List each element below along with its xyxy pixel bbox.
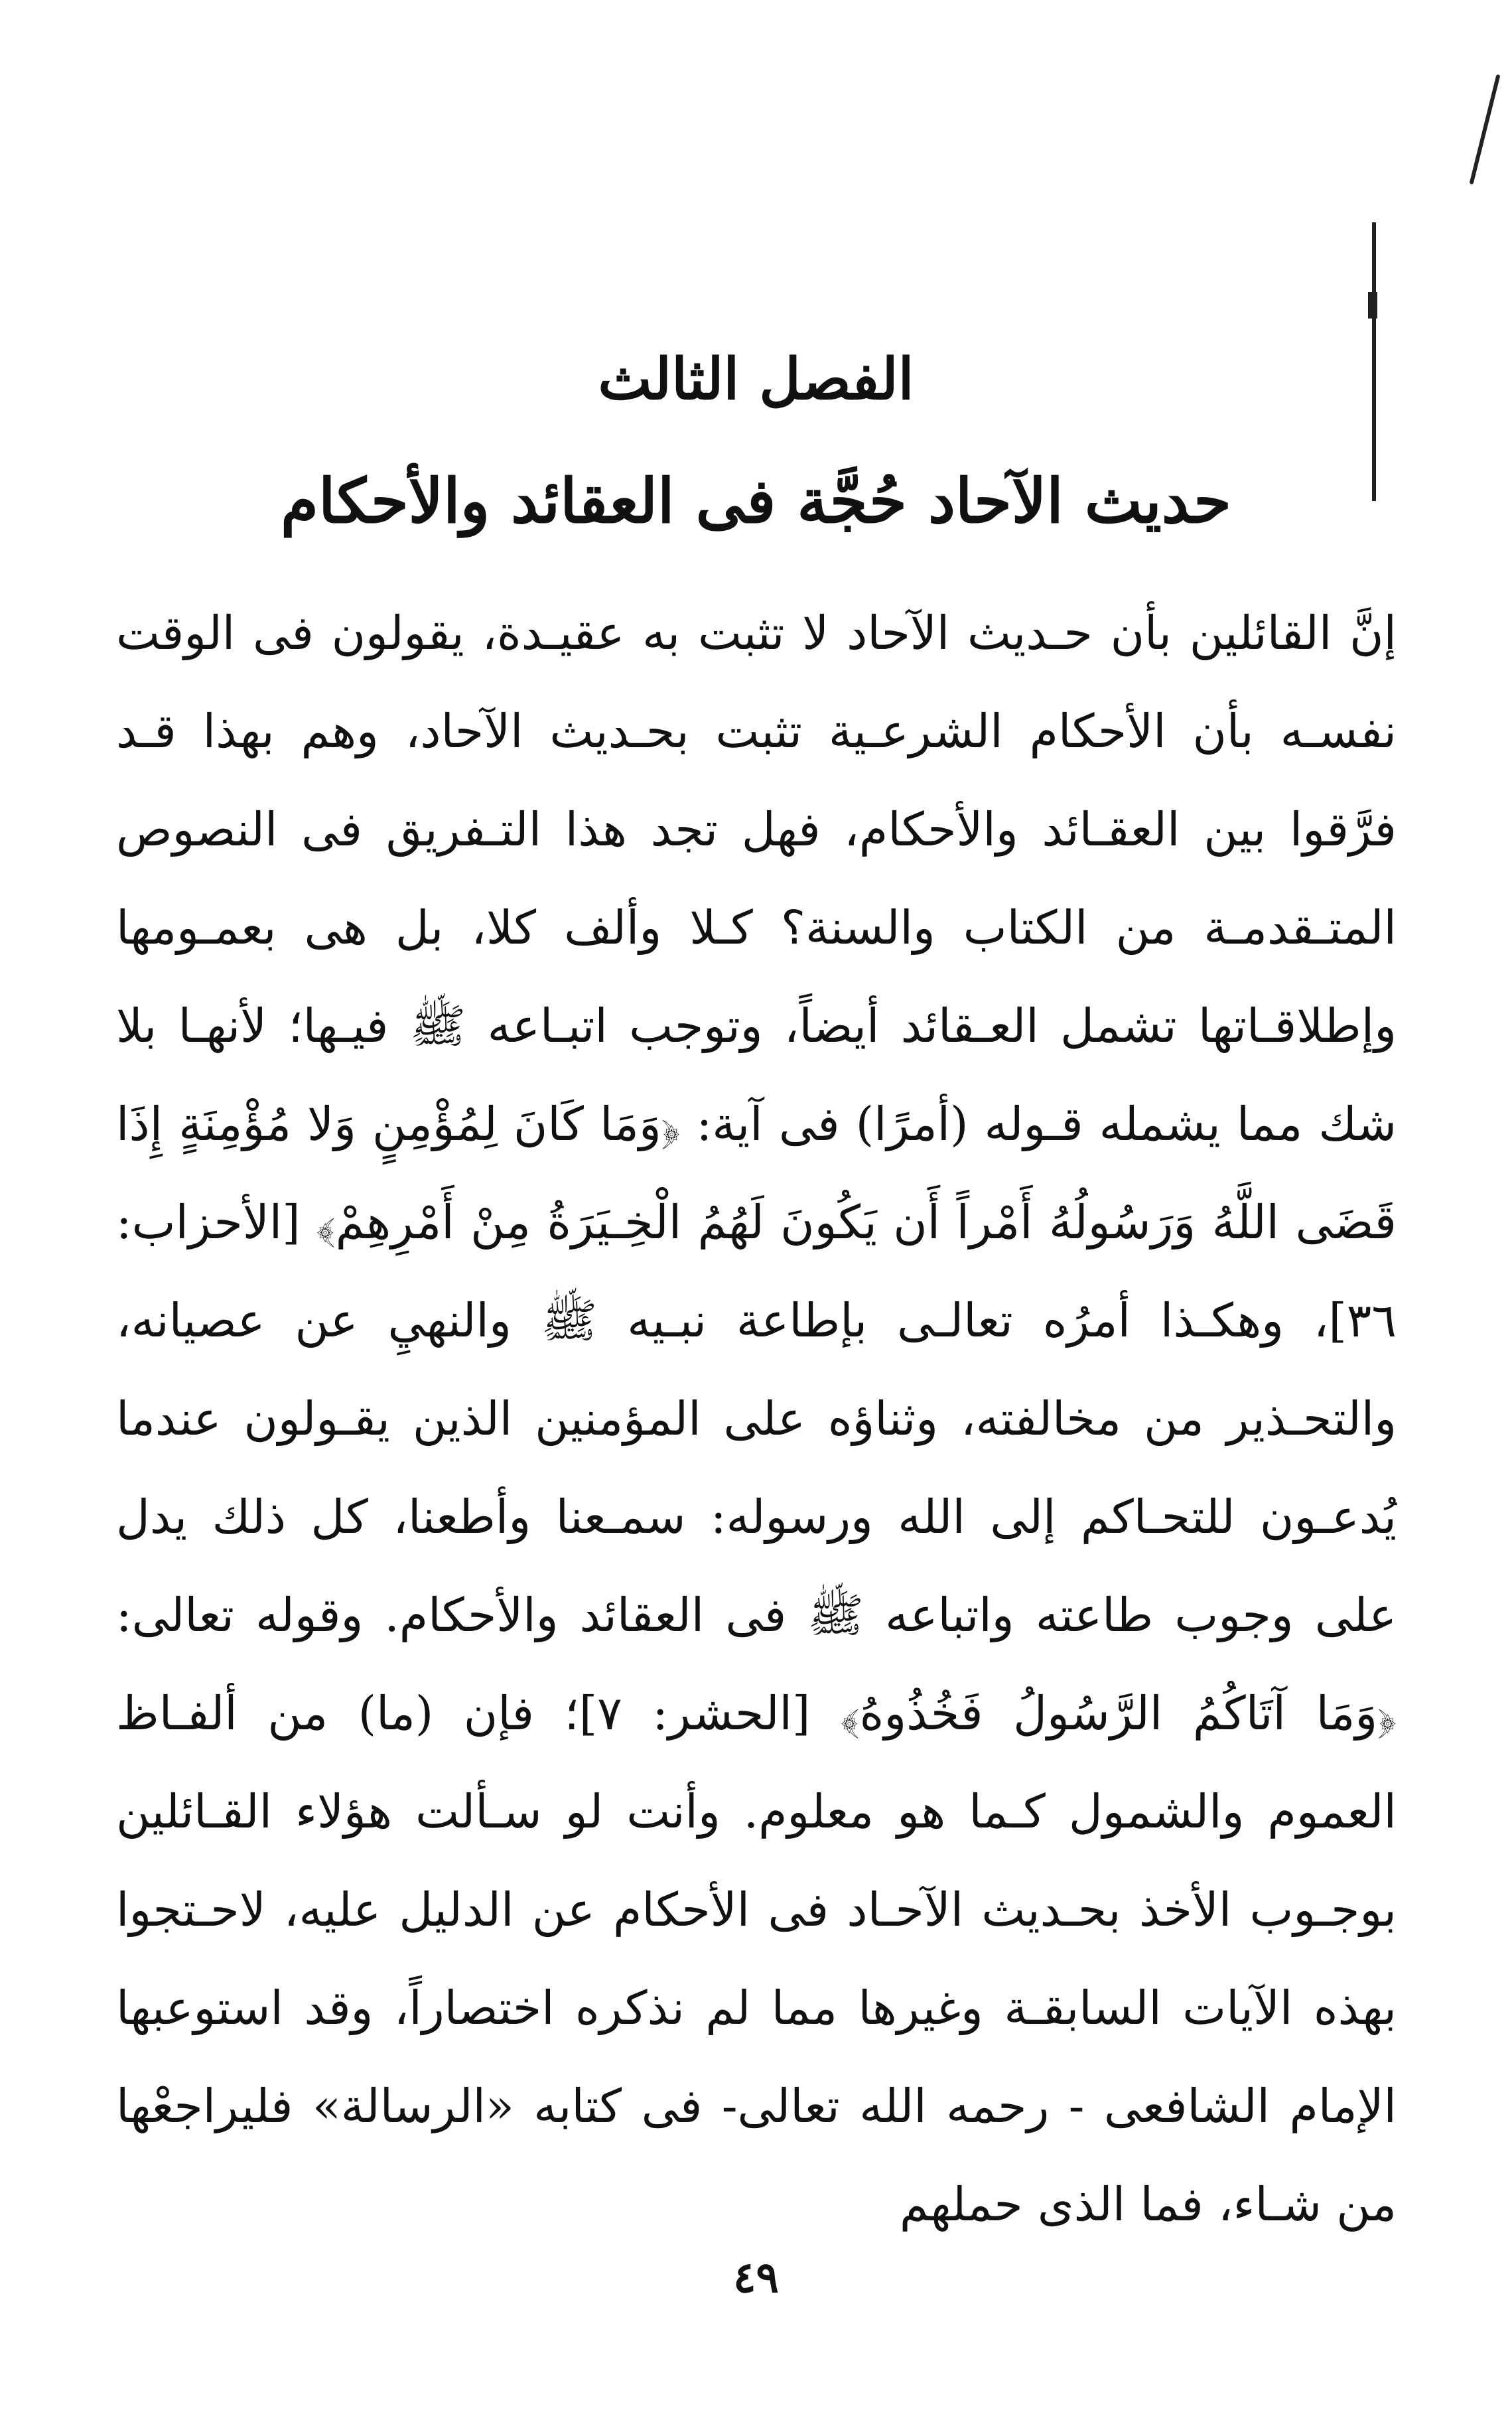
scan-mark: [1470, 74, 1501, 184]
chapter-title: حديث الآحاد حُجَّة فى العقائد والأحكام: [281, 465, 1231, 537]
body-paragraph: إنَّ القائلين بأن حـديث الآحاد لا تثبت به عقيـدة، يقولون فى الوقت نفسـه بأن الأحكام الشرعـية تثبت بحـديث الآحاد، وهم بهذا قـد فرَّقوا بين العقـائد والأحكام، فهل تجد هذا التـفريق فى النصوص المتـقدمـة من الكتاب والسنة؟ كـلا وألف كلا، بل هى بعمـومها وإطلاقـاتها تشمل العـقائد أيضاً، وتوجب اتبـاعه ﷺ فيـها؛ لأنهـا بلا شك مما يشمله قـوله (أمرًا) فى آية: ﴿وَمَا كَانَ لِمُؤْمِنٍ وَلا مُؤْمِنَةٍ إِذَا قَضَى اللَّهُ وَرَسُولُهُ أَمْراً أَن يَكُونَ لَهُمُ الْخِـيَرَةُ مِنْ أَمْرِهِمْ﴾ [الأحزاب: ٣٦]، وهكـذا أمرُه تعالـى بإطاعة نبـيه ﷺ والنهيِ عن عصيانه، والتحـذير من مخالفته، وثناؤه على المؤمنين الذين يقـولون عندما يُدعـون للتحـاكم إلى الله ورسوله: سمـعنا وأطعنا، كل ذلك يدل على وجوب طاعته واتباعه ﷺ فى العقائد والأحكام. وقوله تعالى: ﴿وَمَا آتَاكُمُ الرَّسُولُ فَخُذُوهُ﴾ [الحشر: ٧]؛ فإن (ما) من ألفـاظ العموم والشمول كـما هو معلوم. وأنت لو سـألت هؤلاء القـائلين بوجـوب الأخذ بحـديث الآحـاد فى الأحكام عن الدليل عليه، لاحـتجوا بهذه الآيات السابقـة وغيرها مما لم نذكره اختصاراً، وقد استوعبها الإمام الشافعى - رحمه الله تعالى- فى كتابه «الرسالة» فليراجعْها من شـاء، فما الذى حملهم: [116, 606, 1397, 2232]
page-number: ٤٩: [733, 2253, 779, 2303]
scan-rule-mark: [1368, 292, 1377, 319]
chapter-heading: الفصل الثالث: [598, 346, 914, 413]
body-text: [116, 584, 1397, 2253]
